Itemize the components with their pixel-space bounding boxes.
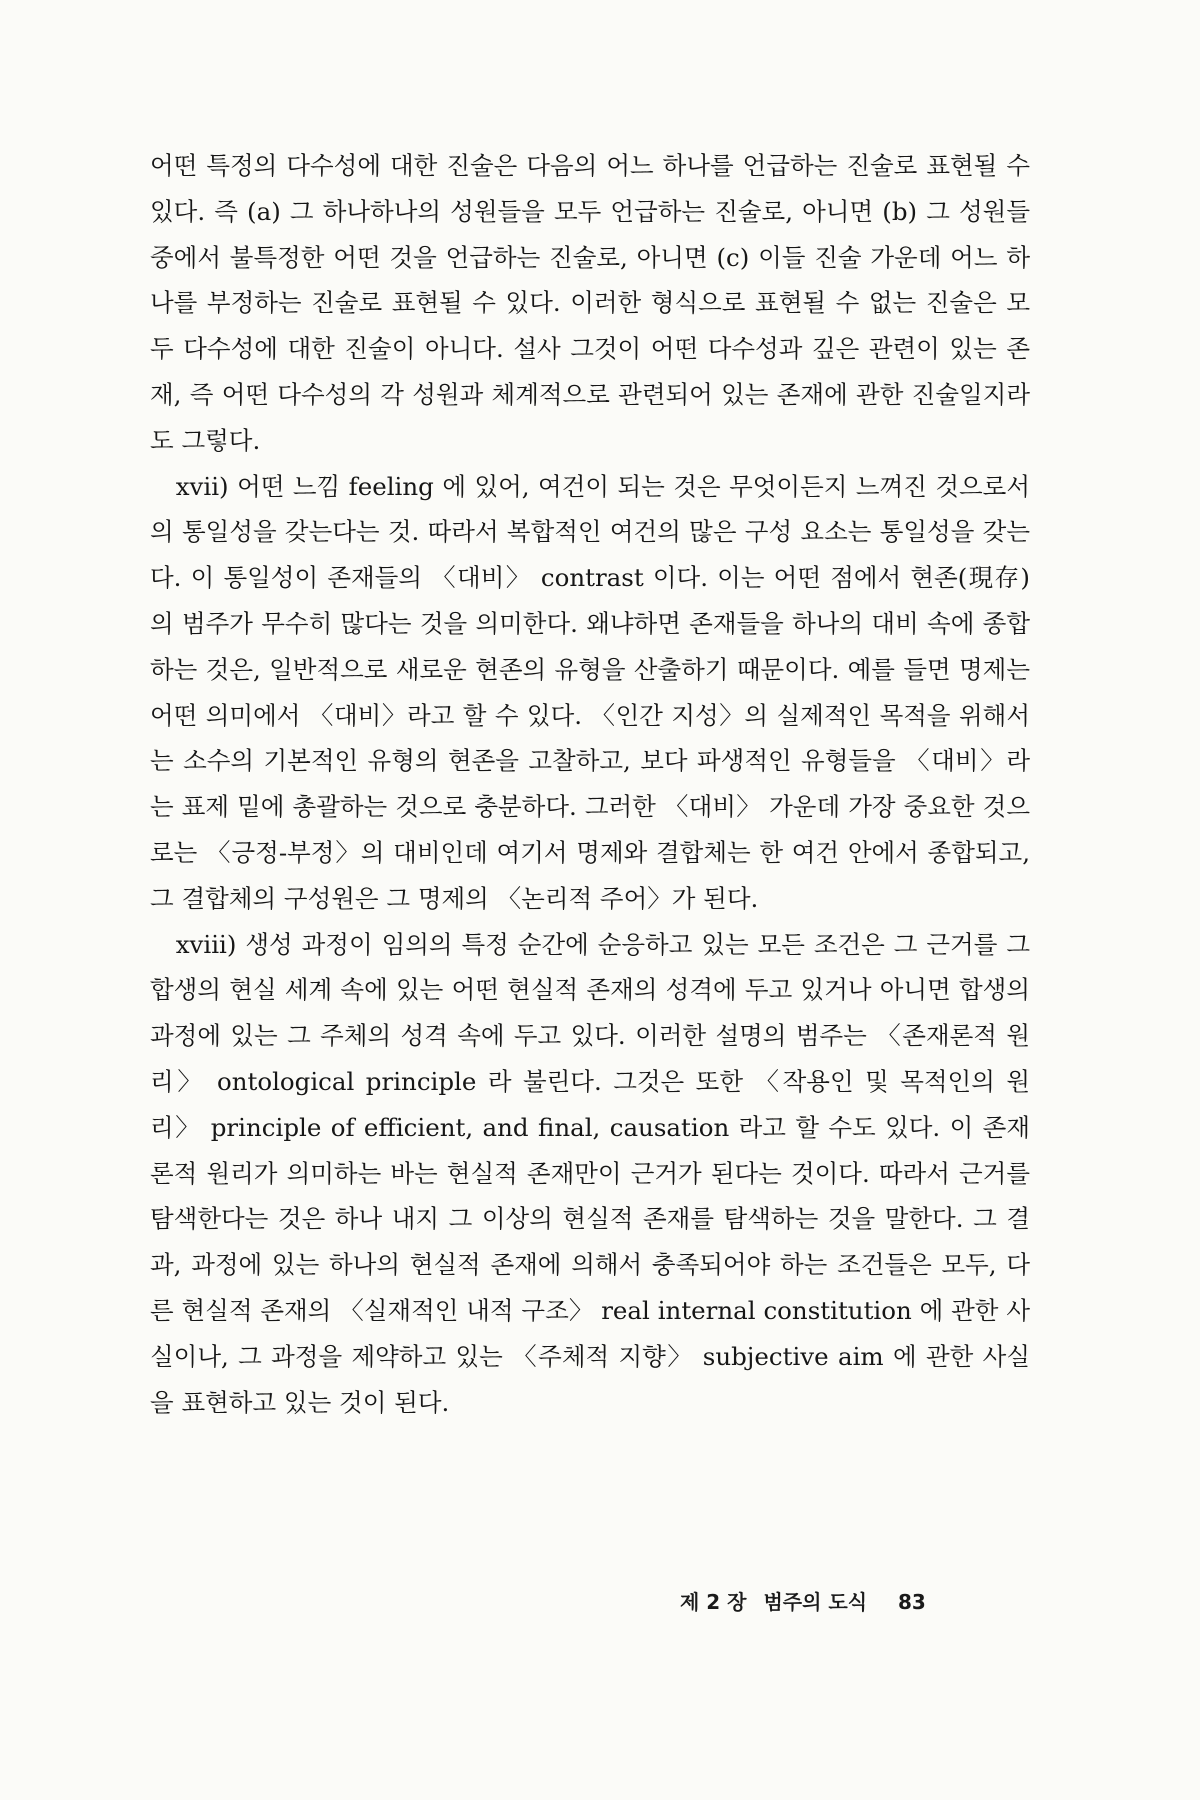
body-text xyxy=(150,143,1030,1425)
chapter-title: 범주의 도식 xyxy=(763,1590,868,1614)
paragraph-xvii: xvii) 어떤 느낌 feeling 에 있어, 여건이 되는 것은 무엇이든지 느껴진 것으로서의 통일성을 갖는다는 것. 따라서 복합적인 여건의 많은 구성 요소는 통일성을 갖는다. 이 통일성이 존재들의 〈대비〉 contrast 이다. 이는 어떤 점에서 현존(現存)의 범주가 무수히 많다는 것을 의미한다. 왜냐하면 존재들을 하나의 대비 속에 종합하는 것은, 일반적으로 새로운 현존의 유형을 산출하기 때문이다. 예를 들면 명제는 어떤 의미에서 〈대비〉라고 할 수 있다. 〈인간 지성〉의 실제적인 목적을 위해서는 소수의 기본적인 유형의 현존을 고찰하고, 보다 파생적인 유형들을 〈대비〉라는 표제 밑에 총괄하는 것으로 충분하다. 그러한 〈대비〉 가운데 가장 중요한 것으로는 〈긍정-부정〉의 대비인데 여기서 명제와 결합체는 한 여건 안에서 종합되고, 그 결합체의 구성원은 그 명제의 〈논리적 주어〉가 된다. xyxy=(150,471,1030,913)
page-number: 83 xyxy=(898,1590,926,1614)
page-footer xyxy=(680,1586,1000,1615)
paragraph-xviii: xviii) 생성 과정이 임의의 특정 순간에 순응하고 있는 모든 조건은 그 근거를 그 합생의 현실 세계 속에 있는 어떤 현실적 존재의 성격에 두고 있거나 아니면 합생의 과정에 있는 그 주체의 성격 속에 두고 있다. 이러한 설명의 범주는 〈존재론적 원리〉 ontological principle 라 불린다. 그것은 또한 〈작용인 및 목적인의 원리〉 principle of efficient, and final, causation 라고 할 수도 있다. 이 존재론적 원리가 의미하는 바는 현실적 존재만이 근거가 된다는 것이다. 따라서 근거를 탐색한다는 것은 하나 내지 그 이상의 현실적 존재를 탐색하는 것을 말한다. 그 결과, 과정에 있는 하나의 현실적 존재에 의해서 충족되어야 하는 조건들은 모두, 다른 현실적 존재의 〈실재적인 내적 구조〉 real internal constitution 에 관한 사실이나, 그 과정을 제약하고 있는 〈주체적 지향〉 subjective aim 에 관한 사실을 표현하고 있는 것이 된다. xyxy=(150,929,1030,1417)
chapter-label: 제 2 장 xyxy=(680,1590,747,1614)
paragraph-continuation: 어떤 특정의 다수성에 대한 진술은 다음의 어느 하나를 언급하는 진술로 표현될 수 있다. 즉 (a) 그 하나하나의 성원들을 모두 언급하는 진술로, 아니면 (b) 그 성원들 중에서 불특정한 어떤 것을 언급하는 진술로, 아니면 (c) 이들 진술 가운데 어느 하나를 부정하는 진술로 표현될 수 있다. 이러한 형식으로 표현될 수 없는 진술은 모두 다수성에 대한 진술이 아니다. 설사 그것이 어떤 다수성과 깊은 관련이 있는 존재, 즉 어떤 다수성의 각 성원과 체계적으로 관련되어 있는 존재에 관한 진술일지라도 그렇다. xyxy=(150,151,1030,455)
